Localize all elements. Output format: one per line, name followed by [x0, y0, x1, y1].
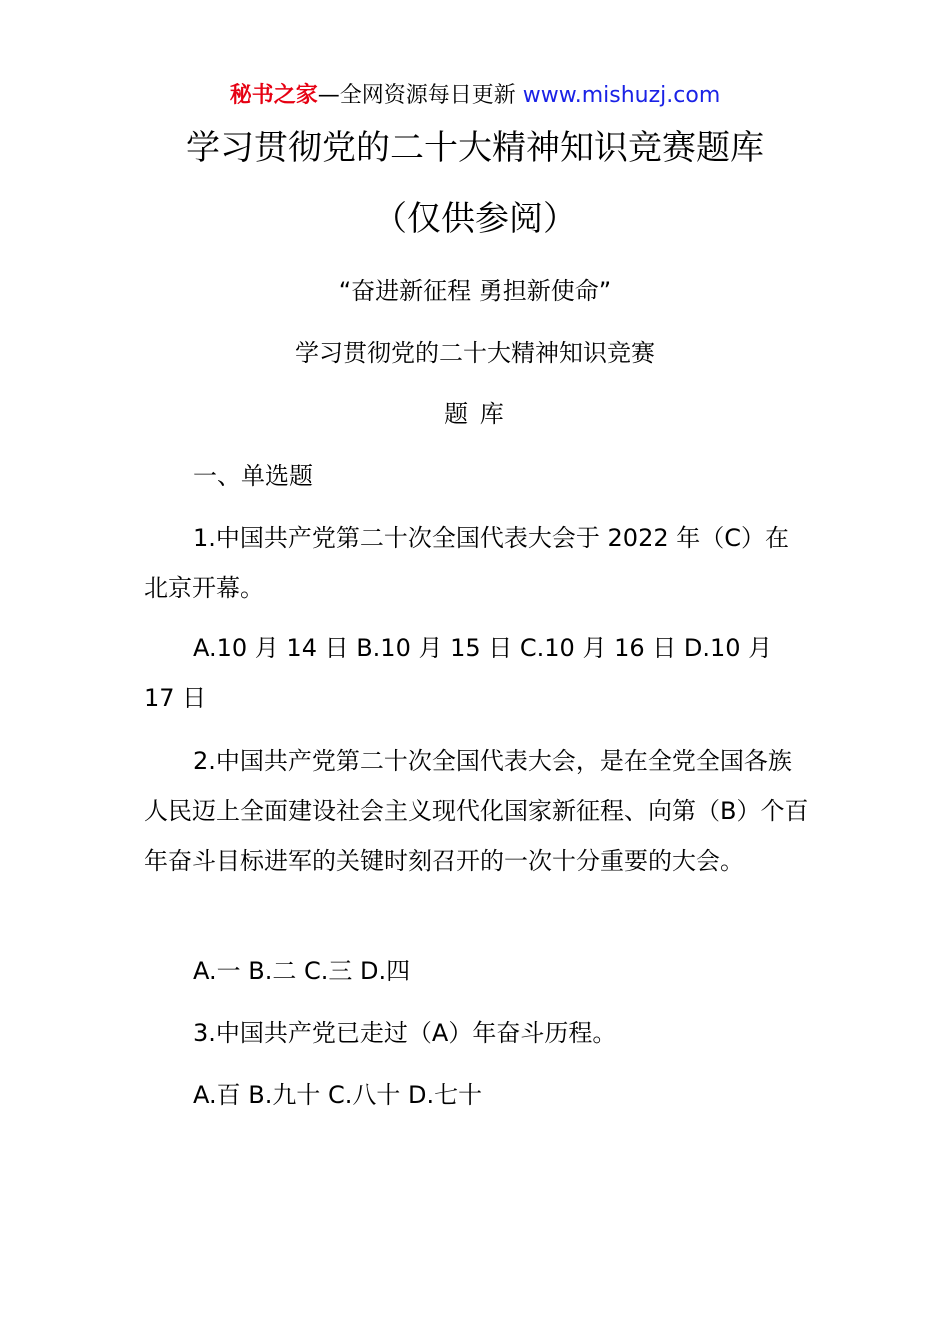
question-text: 3.中国共产党已走过（A）年奋斗历程。 [193, 1019, 617, 1047]
question-text: 1.中国共产党第二十次全国代表大会于 2022 年（C）在北京开幕。 [144, 524, 789, 602]
question-options: A.百 B.九十 C.八十 D.七十 [193, 1081, 483, 1109]
brand-name: 秘书之家 [229, 83, 318, 108]
document-subtitle: 学习贯彻党的二十大精神知识竞赛 [295, 339, 655, 367]
question-options: A.10 月 14 日 B.10 月 15 日 C.10 月 16 日 D.10 月 17 日 [144, 634, 773, 712]
question-options: A.一 B.二 C.三 D.四 [193, 957, 411, 985]
section-heading: 一、单选题 [193, 462, 313, 490]
question-text: 2.中国共产党第二十次全国代表大会，是在全党全国各族人民迈上全面建设社会主义现代化国家新征程、向第（B）个百年奋斗目标进军的关键时刻召开的一次十分重要的大会。 [144, 747, 809, 875]
document-title: 学习贯彻党的二十大精神知识竞赛题库 [186, 128, 764, 168]
document-title-note: （仅供参阅） [373, 199, 577, 239]
slogan: “奋进新征程 勇担新使命” [338, 277, 612, 305]
question-bank-label: 题 库 [444, 400, 506, 428]
header-tagline: —全网资源每日更新 [317, 83, 516, 108]
site-header [0, 80, 950, 112]
site-url-link[interactable]: www.mishuzj.com [522, 83, 721, 108]
